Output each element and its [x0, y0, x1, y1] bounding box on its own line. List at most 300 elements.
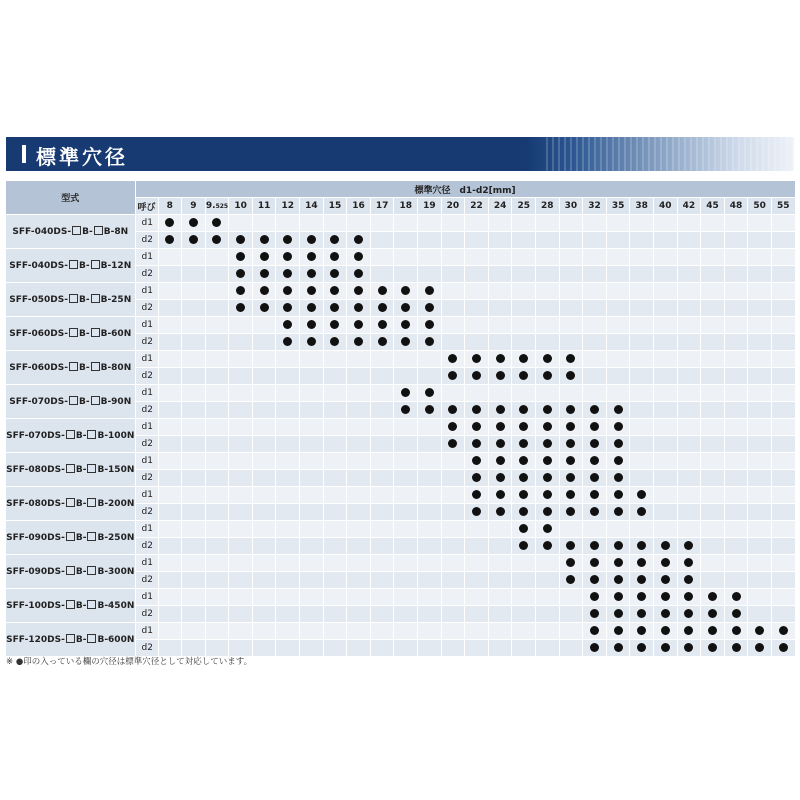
- standard-dot-icon: [496, 473, 505, 482]
- size-cell: [630, 640, 654, 657]
- standard-dot-icon: [448, 405, 457, 414]
- size-cell: [583, 283, 607, 300]
- size-cell: [158, 351, 182, 368]
- size-cell: [370, 215, 394, 232]
- size-cell: [583, 606, 607, 623]
- size-cell: [771, 249, 795, 266]
- size-cell: [701, 589, 725, 606]
- size-cell: [653, 402, 677, 419]
- size-cell: [771, 572, 795, 589]
- standard-dot-icon: [496, 371, 505, 380]
- size-cell: [229, 283, 253, 300]
- size-cell: [370, 385, 394, 402]
- standard-dot-icon: [543, 473, 552, 482]
- size-cell: [488, 368, 512, 385]
- d1-label: d1: [135, 317, 158, 334]
- size-cell: [488, 249, 512, 266]
- size-cell: [630, 266, 654, 283]
- size-cell: [465, 589, 489, 606]
- standard-dot-icon: [543, 524, 552, 533]
- size-header-25: 50: [748, 198, 772, 215]
- standard-dot-icon: [614, 575, 623, 584]
- size-cell: [441, 521, 465, 538]
- standard-dot-icon: [236, 269, 245, 278]
- size-cell: [488, 606, 512, 623]
- standard-dot-icon: [732, 643, 741, 652]
- size-cell: [370, 606, 394, 623]
- size-cell: [701, 419, 725, 436]
- size-cell: [536, 317, 560, 334]
- model-name: SFF-090DS- B- B-300N: [6, 555, 135, 589]
- size-cell: [748, 215, 772, 232]
- standard-dot-icon: [732, 592, 741, 601]
- size-cell: [724, 572, 748, 589]
- size-cell: [276, 368, 300, 385]
- size-cell: [748, 334, 772, 351]
- size-cell: [182, 487, 206, 504]
- size-cell: [323, 487, 347, 504]
- size-cell: [748, 436, 772, 453]
- size-cell: [252, 589, 276, 606]
- size-cell: [252, 266, 276, 283]
- size-cell: [488, 640, 512, 657]
- size-cell: [724, 521, 748, 538]
- size-cell: [252, 572, 276, 589]
- size-cell: [653, 487, 677, 504]
- size-cell: [677, 521, 701, 538]
- size-cell: [748, 385, 772, 402]
- standard-dot-icon: [260, 303, 269, 312]
- size-cell: [276, 640, 300, 657]
- standard-dot-icon: [283, 269, 292, 278]
- size-cell: [182, 402, 206, 419]
- size-cell: [512, 300, 536, 317]
- size-cell: [630, 351, 654, 368]
- size-cell: [488, 538, 512, 555]
- size-cell: [748, 606, 772, 623]
- size-cell: [158, 368, 182, 385]
- size-cell: [441, 351, 465, 368]
- size-cell: [394, 504, 418, 521]
- size-cell: [465, 368, 489, 385]
- size-cell: [606, 232, 630, 249]
- size-cell: [347, 249, 371, 266]
- size-cell: [677, 232, 701, 249]
- size-cell: [724, 538, 748, 555]
- size-cell: [370, 436, 394, 453]
- standard-dot-icon: [661, 626, 670, 635]
- d1-label: d1: [135, 351, 158, 368]
- size-cell: [771, 487, 795, 504]
- size-cell: [158, 504, 182, 521]
- standard-dot-icon: [236, 252, 245, 261]
- size-cell: [418, 368, 442, 385]
- size-cell: [724, 504, 748, 521]
- size-cell: [771, 589, 795, 606]
- size-cell: [182, 623, 206, 640]
- size-cell: [677, 300, 701, 317]
- size-cell: [394, 232, 418, 249]
- size-header-7: 15: [323, 198, 347, 215]
- size-cell: [701, 436, 725, 453]
- standard-dot-icon: [708, 592, 717, 601]
- size-cell: [441, 606, 465, 623]
- size-cell: [630, 232, 654, 249]
- size-cell: [370, 249, 394, 266]
- size-cell: [441, 589, 465, 606]
- size-cell: [724, 334, 748, 351]
- size-cell: [276, 266, 300, 283]
- size-cell: [441, 402, 465, 419]
- size-cell: [771, 521, 795, 538]
- size-cell: [182, 385, 206, 402]
- standard-dot-icon: [378, 303, 387, 312]
- size-cell: [394, 436, 418, 453]
- table-row: [6, 317, 795, 334]
- size-cell: [630, 487, 654, 504]
- size-cell: [724, 640, 748, 657]
- size-cell: [323, 385, 347, 402]
- size-cell: [606, 419, 630, 436]
- size-cell: [701, 572, 725, 589]
- size-cell: [323, 419, 347, 436]
- size-cell: [677, 623, 701, 640]
- size-cell: [701, 283, 725, 300]
- standard-dot-icon: [236, 235, 245, 244]
- size-cell: [606, 521, 630, 538]
- size-cell: [724, 555, 748, 572]
- standard-dot-icon: [519, 473, 528, 482]
- size-cell: [771, 436, 795, 453]
- size-cell: [394, 402, 418, 419]
- standard-dot-icon: [519, 439, 528, 448]
- standard-dot-icon: [543, 405, 552, 414]
- size-cell: [653, 385, 677, 402]
- size-cell: [724, 419, 748, 436]
- size-header-12: 20: [441, 198, 465, 215]
- standard-dot-icon: [307, 320, 316, 329]
- size-cell: [559, 453, 583, 470]
- size-cell: [536, 589, 560, 606]
- standard-dot-icon: [354, 252, 363, 261]
- size-cell: [182, 249, 206, 266]
- size-cell: [347, 606, 371, 623]
- size-cell: [158, 334, 182, 351]
- standard-dot-icon: [590, 626, 599, 635]
- size-cell: [583, 640, 607, 657]
- size-cell: [512, 453, 536, 470]
- size-cell: [394, 368, 418, 385]
- size-cell: [182, 470, 206, 487]
- size-cell: [394, 334, 418, 351]
- size-cell: [276, 521, 300, 538]
- size-header-24: 48: [724, 198, 748, 215]
- size-cell: [418, 504, 442, 521]
- size-cell: [418, 215, 442, 232]
- section-banner: [6, 137, 794, 171]
- size-cell: [465, 283, 489, 300]
- size-cell: [771, 504, 795, 521]
- size-cell: [441, 385, 465, 402]
- standard-dot-icon: [165, 235, 174, 244]
- model-name: SFF-070DS- B- B-100N: [6, 419, 135, 453]
- size-cell: [512, 504, 536, 521]
- size-cell: [229, 368, 253, 385]
- size-header-1: 9: [182, 198, 206, 215]
- size-cell: [630, 402, 654, 419]
- size-cell: [276, 504, 300, 521]
- standard-dot-icon: [590, 541, 599, 550]
- size-cell: [536, 249, 560, 266]
- size-cell: [158, 317, 182, 334]
- size-cell: [347, 640, 371, 657]
- size-cell: [182, 283, 206, 300]
- standard-dot-icon: [189, 235, 198, 244]
- standard-dot-icon: [637, 507, 646, 516]
- standard-dot-icon: [614, 405, 623, 414]
- size-cell: [418, 317, 442, 334]
- size-cell: [276, 402, 300, 419]
- standard-dot-icon: [614, 507, 623, 516]
- size-header-9: 17: [370, 198, 394, 215]
- size-cell: [630, 538, 654, 555]
- size-cell: [630, 249, 654, 266]
- size-cell: [583, 572, 607, 589]
- size-cell: [653, 640, 677, 657]
- standard-dot-icon: [425, 405, 434, 414]
- standard-dot-icon: [330, 303, 339, 312]
- size-cell: [488, 436, 512, 453]
- size-cell: [158, 232, 182, 249]
- size-cell: [229, 606, 253, 623]
- size-header-15: 25: [512, 198, 536, 215]
- size-cell: [583, 385, 607, 402]
- size-cell: [465, 555, 489, 572]
- size-cell: [488, 232, 512, 249]
- size-cell: [158, 215, 182, 232]
- size-cell: [300, 351, 324, 368]
- size-cell: [252, 232, 276, 249]
- d2-label: d2: [135, 504, 158, 521]
- size-cell: [370, 623, 394, 640]
- standard-dot-icon: [496, 490, 505, 499]
- standard-dot-icon: [496, 507, 505, 516]
- size-cell: [418, 283, 442, 300]
- standard-dot-icon: [543, 422, 552, 431]
- size-cell: [252, 538, 276, 555]
- standard-dot-icon: [566, 558, 575, 567]
- standard-dot-icon: [684, 575, 693, 584]
- size-cell: [724, 606, 748, 623]
- size-cell: [394, 521, 418, 538]
- size-cell: [300, 368, 324, 385]
- standard-dot-icon: [401, 388, 410, 397]
- size-cell: [653, 334, 677, 351]
- size-cell: [771, 351, 795, 368]
- size-cell: [205, 368, 229, 385]
- size-cell: [630, 419, 654, 436]
- size-cell: [370, 419, 394, 436]
- size-cell: [158, 283, 182, 300]
- size-cell: [347, 368, 371, 385]
- size-cell: [512, 351, 536, 368]
- size-cell: [394, 215, 418, 232]
- size-cell: [536, 470, 560, 487]
- standard-dot-icon: [614, 541, 623, 550]
- size-cell: [441, 334, 465, 351]
- size-cell: [512, 385, 536, 402]
- size-cell: [394, 606, 418, 623]
- size-cell: [205, 351, 229, 368]
- standard-dot-icon: [330, 337, 339, 346]
- size-cell: [252, 436, 276, 453]
- size-cell: [724, 402, 748, 419]
- size-cell: [536, 385, 560, 402]
- size-cell: [276, 538, 300, 555]
- size-cell: [300, 300, 324, 317]
- size-cell: [158, 640, 182, 657]
- size-cell: [323, 606, 347, 623]
- standard-dot-icon: [684, 626, 693, 635]
- size-cell: [441, 266, 465, 283]
- standard-dot-icon: [330, 252, 339, 261]
- size-header-10: 18: [394, 198, 418, 215]
- size-cell: [347, 572, 371, 589]
- size-cell: [559, 283, 583, 300]
- size-cell: [182, 504, 206, 521]
- size-cell: [229, 538, 253, 555]
- size-cell: [512, 623, 536, 640]
- size-cell: [724, 487, 748, 504]
- size-cell: [653, 521, 677, 538]
- size-cell: [205, 453, 229, 470]
- size-cell: [205, 504, 229, 521]
- standard-dot-icon: [566, 371, 575, 380]
- d2-label: d2: [135, 606, 158, 623]
- standard-dot-icon: [543, 490, 552, 499]
- standard-dot-icon: [472, 456, 481, 465]
- d2-label: d2: [135, 572, 158, 589]
- size-cell: [583, 436, 607, 453]
- size-cell: [536, 521, 560, 538]
- size-cell: [205, 640, 229, 657]
- standard-dot-icon: [260, 269, 269, 278]
- standard-dot-icon: [519, 524, 528, 533]
- sizes-header: 標準穴径 d1-d2[mm]: [135, 181, 795, 198]
- size-cell: [630, 334, 654, 351]
- size-cell: [512, 215, 536, 232]
- size-cell: [748, 249, 772, 266]
- size-cell: [465, 266, 489, 283]
- model-name: SFF-050DS- B- B-25N: [6, 283, 135, 317]
- size-cell: [300, 334, 324, 351]
- table-row: [6, 589, 795, 606]
- size-cell: [559, 334, 583, 351]
- standard-dot-icon: [566, 405, 575, 414]
- size-cell: [512, 266, 536, 283]
- size-cell: [465, 521, 489, 538]
- size-cell: [465, 300, 489, 317]
- standard-dot-icon: [590, 490, 599, 499]
- size-cell: [677, 504, 701, 521]
- size-cell: [512, 487, 536, 504]
- standard-dot-icon: [307, 286, 316, 295]
- size-cell: [559, 487, 583, 504]
- standard-dot-icon: [590, 507, 599, 516]
- model-name: SFF-120DS- B- B-600N: [6, 623, 135, 657]
- size-cell: [276, 334, 300, 351]
- size-cell: [158, 623, 182, 640]
- size-cell: [182, 300, 206, 317]
- size-cell: [300, 538, 324, 555]
- size-cell: [158, 606, 182, 623]
- size-cell: [347, 589, 371, 606]
- d1-label: d1: [135, 453, 158, 470]
- size-cell: [158, 402, 182, 419]
- size-cell: [583, 351, 607, 368]
- size-cell: [606, 402, 630, 419]
- size-cell: [630, 589, 654, 606]
- size-cell: [370, 317, 394, 334]
- size-cell: [583, 453, 607, 470]
- size-cell: [441, 555, 465, 572]
- size-cell: [488, 572, 512, 589]
- standard-dot-icon: [425, 388, 434, 397]
- size-cell: [465, 351, 489, 368]
- standard-dot-icon: [519, 371, 528, 380]
- size-cell: [276, 606, 300, 623]
- size-cell: [182, 589, 206, 606]
- standard-dot-icon: [637, 592, 646, 601]
- size-cell: [205, 385, 229, 402]
- standard-dot-icon: [283, 235, 292, 244]
- section-title: 標準穴径: [36, 145, 128, 169]
- size-cell: [323, 249, 347, 266]
- size-cell: [677, 538, 701, 555]
- size-cell: [630, 317, 654, 334]
- standard-dot-icon: [307, 235, 316, 244]
- size-cell: [536, 538, 560, 555]
- size-cell: [323, 538, 347, 555]
- size-cell: [536, 215, 560, 232]
- standard-dot-icon: [684, 558, 693, 567]
- standard-dot-icon: [472, 490, 481, 499]
- size-header-14: 24: [488, 198, 512, 215]
- size-cell: [701, 300, 725, 317]
- standard-dot-icon: [543, 371, 552, 380]
- size-cell: [559, 589, 583, 606]
- standard-dot-icon: [448, 354, 457, 363]
- size-cell: [583, 538, 607, 555]
- size-cell: [677, 385, 701, 402]
- size-cell: [583, 215, 607, 232]
- standard-dot-icon: [614, 609, 623, 618]
- standard-dot-icon: [566, 473, 575, 482]
- size-cell: [583, 470, 607, 487]
- size-cell: [276, 555, 300, 572]
- size-cell: [347, 504, 371, 521]
- size-cell: [606, 249, 630, 266]
- size-cell: [252, 504, 276, 521]
- standard-dot-icon: [637, 490, 646, 499]
- size-cell: [748, 640, 772, 657]
- size-cell: [465, 317, 489, 334]
- size-cell: [512, 538, 536, 555]
- size-cell: [370, 453, 394, 470]
- size-cell: [701, 487, 725, 504]
- size-cell: [701, 453, 725, 470]
- size-cell: [370, 266, 394, 283]
